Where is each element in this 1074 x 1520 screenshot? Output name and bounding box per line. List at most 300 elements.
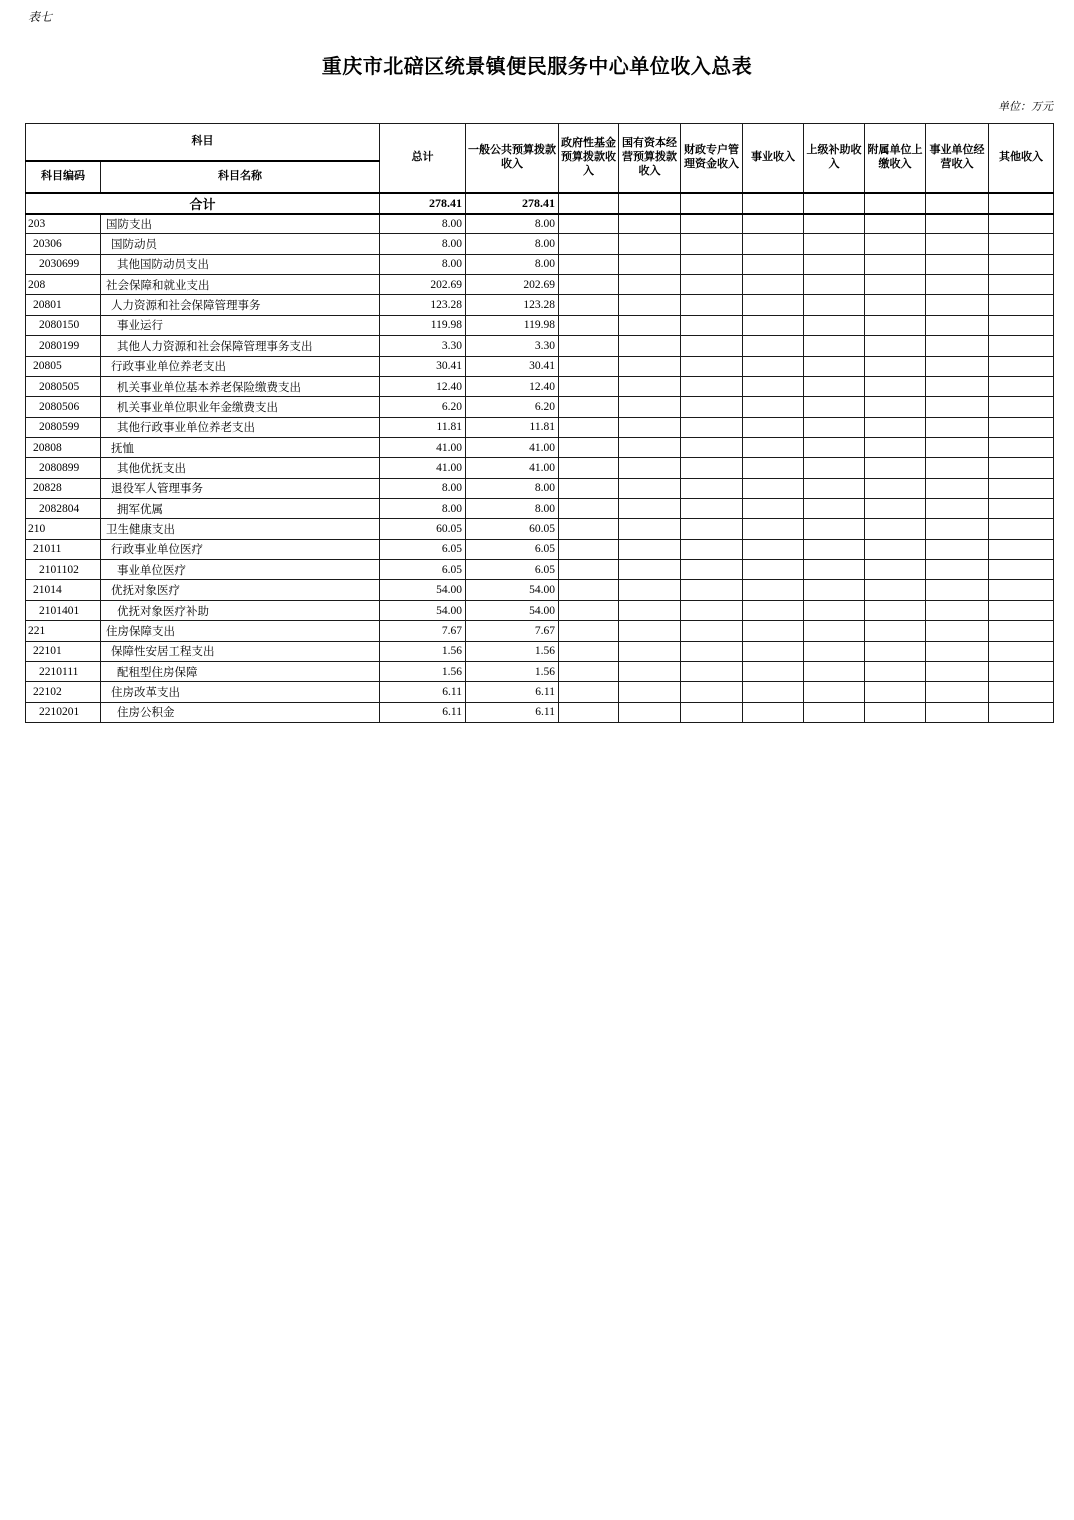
table-row (26, 376, 1054, 396)
value-cell (743, 560, 804, 580)
header-subject-code: 科目编码 (26, 161, 101, 193)
value-cell (681, 621, 743, 641)
subject-name-cell: 机关事业单位职业年金缴费支出 (101, 397, 380, 417)
value-cell (865, 234, 926, 254)
value-cell (743, 621, 804, 641)
value-cell (926, 641, 989, 661)
value-cell (804, 560, 865, 580)
value-cell (559, 499, 619, 519)
subject-name-cell: 国防支出 (101, 214, 380, 234)
value-cell (804, 356, 865, 376)
value-cell (559, 295, 619, 315)
value-cell (559, 356, 619, 376)
value-cell: 6.20 (466, 397, 559, 417)
subject-name-cell: 抚恤 (101, 437, 380, 457)
value-cell (559, 600, 619, 620)
value-cell (804, 417, 865, 437)
value-cell (926, 437, 989, 457)
value-cell (865, 600, 926, 620)
grand-total-label: 合计 (26, 193, 380, 214)
table-row (26, 275, 1054, 295)
value-cell (989, 600, 1054, 620)
value-cell (619, 519, 681, 539)
sheet-number-label: 表七 (28, 10, 53, 24)
subject-name-cell: 其他行政事业单位养老支出 (101, 417, 380, 437)
header-subject-name: 科目名称 (101, 161, 380, 193)
value-cell (619, 682, 681, 702)
value-cell (743, 234, 804, 254)
value-cell (865, 315, 926, 335)
subject-name-cell: 国防动员 (101, 234, 380, 254)
table-body (26, 193, 1054, 723)
value-cell (619, 458, 681, 478)
subject-code-cell: 210 (26, 519, 101, 539)
value-cell (559, 621, 619, 641)
value-cell (989, 702, 1054, 722)
subject-name-cell: 事业单位医疗 (101, 560, 380, 580)
value-cell (619, 295, 681, 315)
value-cell (681, 661, 743, 681)
value-cell: 8.00 (380, 214, 466, 234)
subject-code-cell: 2210201 (26, 702, 101, 722)
value-cell (681, 641, 743, 661)
value-cell (619, 539, 681, 559)
value-cell (926, 336, 989, 356)
value-cell: 8.00 (380, 478, 466, 498)
value-cell (743, 254, 804, 274)
value-cell (743, 336, 804, 356)
value-cell (804, 682, 865, 702)
subject-name-cell: 住房公积金 (101, 702, 380, 722)
grand-total-value (559, 193, 619, 214)
value-cell: 8.00 (466, 254, 559, 274)
value-cell: 6.11 (380, 682, 466, 702)
value-cell: 54.00 (380, 580, 466, 600)
subject-name-cell: 机关事业单位基本养老保险缴费支出 (101, 376, 380, 396)
value-cell (804, 641, 865, 661)
value-cell (865, 336, 926, 356)
value-cell (619, 214, 681, 234)
value-cell (743, 702, 804, 722)
table-row (26, 519, 1054, 539)
table-row (26, 417, 1054, 437)
value-cell (865, 580, 926, 600)
unit-note: 单位：万元 (998, 101, 1053, 113)
value-cell (804, 336, 865, 356)
value-cell: 60.05 (466, 519, 559, 539)
subject-code-cell: 2080599 (26, 417, 101, 437)
value-cell (926, 478, 989, 498)
value-cell (559, 315, 619, 335)
table-header (26, 124, 1054, 193)
column-header-9: 事业单位经营收入 (926, 124, 989, 193)
value-cell (743, 295, 804, 315)
value-cell (681, 458, 743, 478)
value-cell (743, 214, 804, 234)
value-cell (619, 621, 681, 641)
value-cell (804, 702, 865, 722)
subject-name-cell: 住房保障支出 (101, 621, 380, 641)
subject-code-cell: 2080199 (26, 336, 101, 356)
table-row (26, 539, 1054, 559)
table-row (26, 356, 1054, 376)
value-cell (681, 417, 743, 437)
value-cell (865, 254, 926, 274)
value-cell (804, 661, 865, 681)
value-cell: 6.11 (380, 702, 466, 722)
value-cell (989, 519, 1054, 539)
value-cell (989, 499, 1054, 519)
value-cell: 8.00 (466, 214, 559, 234)
table-row (26, 458, 1054, 478)
subject-name-cell: 行政事业单位养老支出 (101, 356, 380, 376)
subject-name-cell: 事业运行 (101, 315, 380, 335)
subject-code-cell: 20801 (26, 295, 101, 315)
value-cell (743, 437, 804, 457)
value-cell (681, 499, 743, 519)
value-cell (926, 600, 989, 620)
value-cell (619, 661, 681, 681)
value-cell (743, 641, 804, 661)
value-cell (559, 560, 619, 580)
page-title: 重庆市北碚区统景镇便民服务中心单位收入总表 (321, 56, 753, 78)
value-cell (926, 519, 989, 539)
value-cell (559, 254, 619, 274)
value-cell (804, 234, 865, 254)
value-cell (681, 539, 743, 559)
value-cell (559, 539, 619, 559)
table-row (26, 214, 1054, 234)
value-cell (989, 437, 1054, 457)
subject-code-cell: 22102 (26, 682, 101, 702)
value-cell: 11.81 (380, 417, 466, 437)
grand-total-value: 278.41 (466, 193, 559, 214)
value-cell (989, 234, 1054, 254)
value-cell (989, 682, 1054, 702)
grand-total-value: 278.41 (380, 193, 466, 214)
table-row (26, 315, 1054, 335)
column-header-8: 附属单位上缴收入 (865, 124, 926, 193)
value-cell (865, 682, 926, 702)
value-cell: 6.11 (466, 682, 559, 702)
subject-name-cell: 其他优抚支出 (101, 458, 380, 478)
value-cell (559, 702, 619, 722)
value-cell (989, 315, 1054, 335)
value-cell (743, 356, 804, 376)
value-cell (681, 254, 743, 274)
value-cell: 1.56 (466, 641, 559, 661)
value-cell: 41.00 (466, 437, 559, 457)
value-cell (865, 519, 926, 539)
subject-code-cell: 2101401 (26, 600, 101, 620)
value-cell (989, 376, 1054, 396)
value-cell (619, 336, 681, 356)
value-cell: 8.00 (466, 478, 559, 498)
value-cell (559, 458, 619, 478)
value-cell (926, 499, 989, 519)
table-row (26, 641, 1054, 661)
value-cell: 1.56 (466, 661, 559, 681)
value-cell (619, 600, 681, 620)
subject-name-cell: 社会保障和就业支出 (101, 275, 380, 295)
value-cell (559, 519, 619, 539)
value-cell (926, 702, 989, 722)
subject-name-cell: 住房改革支出 (101, 682, 380, 702)
value-cell (804, 621, 865, 641)
grand-total-value (743, 193, 804, 214)
value-cell (926, 275, 989, 295)
value-cell: 3.30 (466, 336, 559, 356)
value-cell (989, 661, 1054, 681)
value-cell (989, 560, 1054, 580)
table-row (26, 437, 1054, 457)
value-cell (681, 702, 743, 722)
value-cell (989, 336, 1054, 356)
value-cell (619, 376, 681, 396)
subject-code-cell: 208 (26, 275, 101, 295)
subject-name-cell: 行政事业单位医疗 (101, 539, 380, 559)
subject-code-cell: 20828 (26, 478, 101, 498)
subject-code-cell: 20805 (26, 356, 101, 376)
value-cell (559, 641, 619, 661)
value-cell (743, 458, 804, 478)
subject-name-cell: 卫生健康支出 (101, 519, 380, 539)
value-cell: 202.69 (380, 275, 466, 295)
value-cell (681, 315, 743, 335)
table-row (26, 499, 1054, 519)
value-cell: 54.00 (466, 600, 559, 620)
subject-name-cell: 其他国防动员支出 (101, 254, 380, 274)
value-cell: 41.00 (380, 437, 466, 457)
value-cell: 8.00 (466, 499, 559, 519)
value-cell (926, 214, 989, 234)
value-cell (926, 315, 989, 335)
value-cell (926, 417, 989, 437)
value-cell (681, 275, 743, 295)
value-cell (804, 275, 865, 295)
value-cell (865, 437, 926, 457)
value-cell (681, 580, 743, 600)
value-cell: 119.98 (380, 315, 466, 335)
value-cell (681, 356, 743, 376)
column-header-4: 国有资本经营预算拨款收入 (619, 124, 681, 193)
value-cell (865, 499, 926, 519)
value-cell: 30.41 (466, 356, 559, 376)
value-cell (619, 315, 681, 335)
value-cell (619, 499, 681, 519)
subject-code-cell: 21011 (26, 539, 101, 559)
value-cell: 6.05 (380, 539, 466, 559)
value-cell: 123.28 (466, 295, 559, 315)
value-cell (926, 682, 989, 702)
table-row (26, 621, 1054, 641)
value-cell (989, 539, 1054, 559)
value-cell: 8.00 (380, 254, 466, 274)
value-cell: 60.05 (380, 519, 466, 539)
value-cell (681, 600, 743, 620)
value-cell (804, 214, 865, 234)
table-row (26, 702, 1054, 722)
table-row (26, 295, 1054, 315)
column-header-2: 一般公共预算拨款收入 (466, 124, 559, 193)
value-cell (804, 376, 865, 396)
value-cell (681, 214, 743, 234)
value-cell: 3.30 (380, 336, 466, 356)
value-cell (804, 499, 865, 519)
value-cell (989, 275, 1054, 295)
value-cell: 6.05 (380, 560, 466, 580)
subject-name-cell: 保障性安居工程支出 (101, 641, 380, 661)
value-cell (865, 214, 926, 234)
column-header-1: 总计 (380, 124, 466, 193)
value-cell: 6.11 (466, 702, 559, 722)
value-cell (619, 702, 681, 722)
value-cell (926, 661, 989, 681)
value-cell: 6.05 (466, 560, 559, 580)
value-cell (926, 458, 989, 478)
value-cell (989, 295, 1054, 315)
subject-code-cell: 20306 (26, 234, 101, 254)
value-cell (681, 437, 743, 457)
column-header-5: 财政专户管理资金收入 (681, 124, 743, 193)
column-header-3: 政府性基金预算拨款收入 (559, 124, 619, 193)
value-cell (989, 621, 1054, 641)
value-cell (926, 254, 989, 274)
subject-code-cell: 2080150 (26, 315, 101, 335)
value-cell (559, 437, 619, 457)
value-cell (619, 437, 681, 457)
value-cell (926, 621, 989, 641)
value-cell: 7.67 (380, 621, 466, 641)
value-cell: 8.00 (380, 234, 466, 254)
table-row (26, 560, 1054, 580)
value-cell (989, 580, 1054, 600)
table-row (26, 661, 1054, 681)
value-cell (865, 417, 926, 437)
value-cell (926, 397, 989, 417)
value-cell (989, 356, 1054, 376)
grand-total-value (619, 193, 681, 214)
grand-total-value (926, 193, 989, 214)
subject-name-cell: 其他人力资源和社会保障管理事务支出 (101, 336, 380, 356)
subject-code-cell: 2101102 (26, 560, 101, 580)
value-cell (989, 458, 1054, 478)
value-cell (926, 356, 989, 376)
subject-code-cell: 203 (26, 214, 101, 234)
value-cell (559, 580, 619, 600)
subject-name-cell: 拥军优属 (101, 499, 380, 519)
subject-name-cell: 退役军人管理事务 (101, 478, 380, 498)
grand-total-value (804, 193, 865, 214)
subject-name-cell: 优抚对象医疗 (101, 580, 380, 600)
subject-code-cell: 21014 (26, 580, 101, 600)
value-cell (989, 214, 1054, 234)
value-cell (926, 560, 989, 580)
value-cell (681, 519, 743, 539)
value-cell (559, 397, 619, 417)
value-cell (804, 519, 865, 539)
subject-code-cell: 22101 (26, 641, 101, 661)
table-row (26, 336, 1054, 356)
subject-code-cell: 2082804 (26, 499, 101, 519)
value-cell (865, 641, 926, 661)
value-cell (989, 641, 1054, 661)
value-cell (619, 478, 681, 498)
value-cell (681, 397, 743, 417)
value-cell: 8.00 (380, 499, 466, 519)
value-cell: 41.00 (380, 458, 466, 478)
value-cell (926, 539, 989, 559)
value-cell (559, 275, 619, 295)
table-row (26, 580, 1054, 600)
value-cell (989, 417, 1054, 437)
value-cell (743, 478, 804, 498)
table-row (26, 234, 1054, 254)
subject-name-cell: 配租型住房保障 (101, 661, 380, 681)
value-cell: 11.81 (466, 417, 559, 437)
value-cell: 30.41 (380, 356, 466, 376)
grand-total-value (865, 193, 926, 214)
value-cell (804, 539, 865, 559)
value-cell (681, 682, 743, 702)
value-cell (559, 417, 619, 437)
value-cell (743, 397, 804, 417)
value-cell: 41.00 (466, 458, 559, 478)
value-cell: 54.00 (466, 580, 559, 600)
subject-code-cell: 221 (26, 621, 101, 641)
value-cell (619, 580, 681, 600)
grand-total-value (989, 193, 1054, 214)
value-cell: 12.40 (466, 376, 559, 396)
value-cell (865, 376, 926, 396)
value-cell (804, 458, 865, 478)
column-header-7: 上级补助收入 (804, 124, 865, 193)
value-cell (619, 275, 681, 295)
subject-code-cell: 2210111 (26, 661, 101, 681)
value-cell (559, 336, 619, 356)
subject-code-cell: 2030699 (26, 254, 101, 274)
value-cell (559, 661, 619, 681)
value-cell (619, 417, 681, 437)
value-cell (559, 214, 619, 234)
header-subject-group: 科目 (26, 124, 380, 161)
value-cell (619, 560, 681, 580)
subject-code-cell: 2080899 (26, 458, 101, 478)
value-cell (865, 397, 926, 417)
value-cell (619, 234, 681, 254)
value-cell (865, 458, 926, 478)
value-cell (926, 234, 989, 254)
value-cell (619, 397, 681, 417)
value-cell: 123.28 (380, 295, 466, 315)
subject-code-cell: 2080505 (26, 376, 101, 396)
value-cell (743, 376, 804, 396)
table-row (26, 478, 1054, 498)
value-cell (743, 661, 804, 681)
value-cell: 1.56 (380, 641, 466, 661)
value-cell (865, 621, 926, 641)
value-cell: 12.40 (380, 376, 466, 396)
value-cell (926, 580, 989, 600)
value-cell (743, 600, 804, 620)
column-header-10: 其他收入 (989, 124, 1054, 193)
value-cell (865, 295, 926, 315)
value-cell (619, 356, 681, 376)
subject-code-cell: 20808 (26, 437, 101, 457)
value-cell (559, 478, 619, 498)
value-cell (804, 397, 865, 417)
value-cell (865, 478, 926, 498)
